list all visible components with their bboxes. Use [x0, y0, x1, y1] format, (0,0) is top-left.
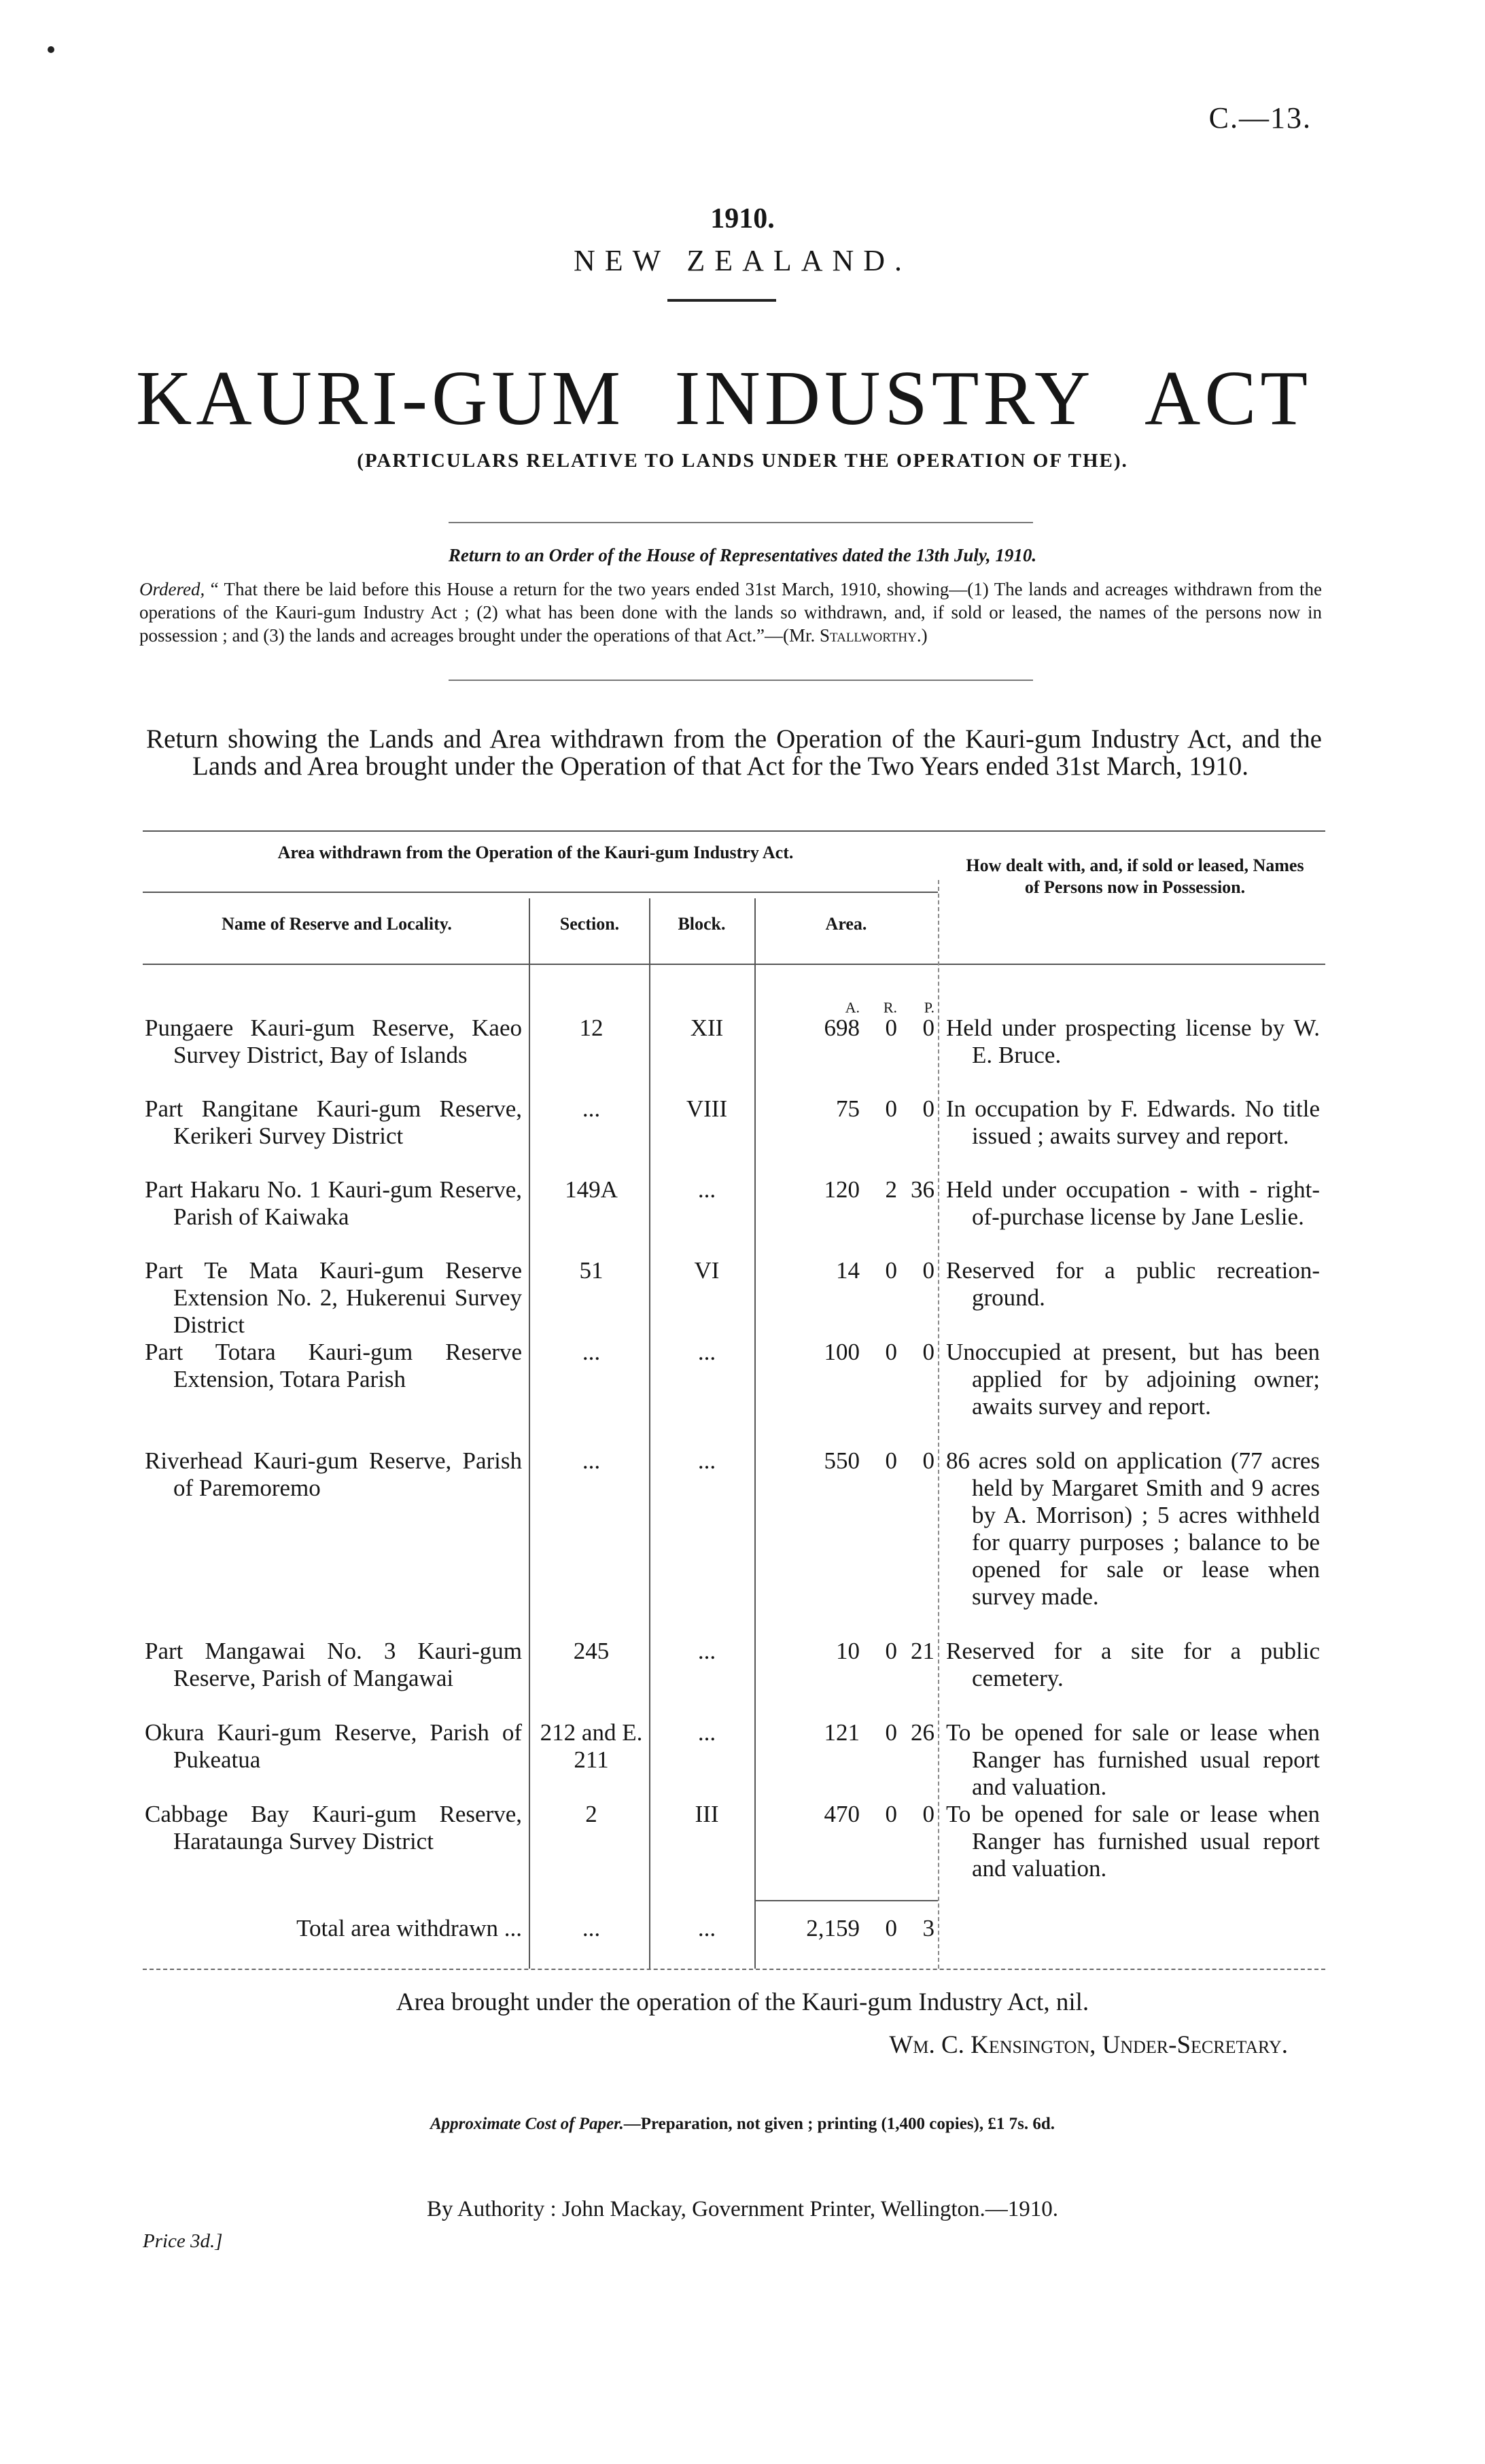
col-divider — [649, 898, 650, 1969]
section-cell: 212 and E. 211 — [540, 1719, 643, 1773]
table-group-header: Area withdrawn from the Operation of the Kauri-gum Industry Act. — [277, 843, 794, 862]
area-roods: 0 — [885, 1015, 897, 1041]
section-cell: ... — [582, 1339, 601, 1365]
how-dealt-cell — [946, 1015, 1320, 1069]
authority-line: By Authority : John Mackay, Government Printer, Wellington.—1910. — [426, 2197, 1059, 2221]
area-perches: 36 — [911, 1176, 934, 1203]
table-row — [145, 1257, 522, 1339]
area-cell — [758, 1339, 934, 1366]
unit-perches: P. — [924, 999, 934, 1016]
order-mover: Stallworthy — [820, 625, 917, 646]
how-dealt-text: To be opened for sale or lease when Ranger has furnished usual report and valuation. — [946, 1719, 1320, 1800]
area-cell — [758, 1015, 934, 1042]
area-roods: 0 — [885, 1447, 897, 1474]
order-lead: Ordered, — [139, 579, 205, 599]
margin-dot — [48, 46, 54, 53]
order-text: “ That there be laid before this House a return for the two years ended 31st March, 1910, showing—(1) The lands and acreages withdrawn from the operations of the Kauri-gum Industry Act ; (2) what has been done with the lands so withdrawn, and, if sold or leased, the names of the persons now in possession ; and (3) the lands and acreages brought under the operations of that Act.”—(Mr. — [139, 579, 1322, 646]
section-cell: 12 — [579, 1015, 604, 1041]
area-acres: 100 — [824, 1339, 860, 1365]
how-dealt-cell — [946, 1339, 1320, 1420]
how-dealt-text: Unoccupied at present, but has been applied for by adjoining owner; awaits survey and report. — [946, 1339, 1320, 1420]
table-bottom-rule — [143, 1969, 1325, 1970]
area-acres: 120 — [824, 1176, 860, 1203]
area-acres: 121 — [824, 1719, 860, 1746]
total-block: ... — [697, 1915, 716, 1941]
year: 1910. — [710, 203, 775, 234]
area-roods: 0 — [885, 1339, 897, 1365]
area-acres: 10 — [836, 1638, 860, 1664]
table-row — [145, 1447, 522, 1502]
block-cell: VI — [694, 1257, 720, 1284]
col-area-header: Area. — [825, 914, 867, 934]
area-cell — [758, 1095, 934, 1123]
block-cell: ... — [697, 1339, 716, 1365]
section-cell: 51 — [579, 1257, 604, 1284]
how-dealt-text: In occupation by F. Edwards. No title issued ; awaits survey and report. — [946, 1095, 1320, 1149]
area-acres: 698 — [824, 1015, 860, 1041]
total-section: ... — [582, 1915, 601, 1941]
area-roods: 0 — [885, 1638, 897, 1664]
area-perches: 0 — [922, 1257, 934, 1284]
section-cell: 149A — [565, 1176, 618, 1203]
cost-of-paper — [0, 2115, 1485, 2134]
total-acres: 2,159 — [806, 1915, 860, 1941]
block-cell: ... — [697, 1638, 716, 1664]
table-row — [145, 1719, 522, 1774]
section-cell: 2 — [585, 1801, 597, 1827]
how-dealt-cell — [946, 1638, 1320, 1692]
page-title — [136, 353, 1312, 443]
return-order: Return to an Order of the House of Representatives dated the 13th July, 1910. — [448, 545, 1037, 565]
section-cell: ... — [582, 1095, 601, 1122]
area-perches: 0 — [922, 1447, 934, 1474]
total-area — [758, 1915, 934, 1942]
reserve-name: Part Te Mata Kauri-gum Reserve Extension No. 2, Hukerenui Survey District — [145, 1257, 522, 1338]
how-dealt-text: Reserved for a public recreation-ground. — [946, 1257, 1320, 1311]
total-label: Total area withdrawn ... — [296, 1915, 522, 1941]
reserve-name: Okura Kauri-gum Reserve, Parish of Pukeatua — [145, 1719, 522, 1773]
col-section-header: Section. — [559, 914, 620, 934]
title-word: KAURI-GUM — [136, 355, 625, 441]
area-acres: 550 — [824, 1447, 860, 1474]
how-dealt-cell — [946, 1801, 1320, 1882]
return-heading: Return showing the Lands and Area withdrawn from the Operation of the Kauri-gum Industry Act, and the Lands and Area brought under the Operation of that Act for the Two Years ended 31st March, 1910. — [146, 724, 1322, 781]
area-perches: 26 — [911, 1719, 934, 1746]
table-row — [145, 1339, 522, 1393]
col-divider — [529, 898, 530, 1969]
unit-acres: A. — [845, 999, 860, 1016]
area-roods: 0 — [885, 1719, 897, 1746]
how-dealt-text: Reserved for a site for a public cemetery. — [946, 1638, 1320, 1691]
reserve-name: Part Rangitane Kauri-gum Reserve, Kerikeri Survey District — [145, 1095, 522, 1149]
how-dealt-text: Held under prospecting license by W. E. Bruce. — [946, 1015, 1320, 1068]
cost-lead: Approximate Cost of Paper. — [430, 2115, 624, 2133]
reserve-name: Part Totara Kauri-gum Reserve Extension, Totara Parish — [145, 1339, 522, 1392]
table-top-rule — [143, 830, 1325, 832]
area-acres: 14 — [836, 1257, 860, 1284]
document-number: C.—13. — [1208, 101, 1312, 135]
how-dealt-text: To be opened for sale or lease when Ranger has furnished usual report and valuation. — [946, 1801, 1320, 1882]
reserve-name: Part Mangawai No. 3 Kauri-gum Reserve, Parish of Mangawai — [145, 1638, 522, 1691]
table-row — [145, 1176, 522, 1231]
table-row — [145, 1095, 522, 1150]
table-row — [145, 1638, 522, 1692]
area-roods: 0 — [885, 1095, 897, 1122]
block-cell: ... — [697, 1176, 716, 1203]
section-cell: 245 — [573, 1638, 610, 1664]
area-acres: 470 — [824, 1801, 860, 1827]
how-dealt-cell — [946, 1719, 1320, 1801]
reserve-name: Pungaere Kauri-gum Reserve, Kaeo Survey District, Bay of Islands — [145, 1015, 522, 1068]
block-cell: XII — [690, 1015, 724, 1041]
area-perches: 21 — [911, 1638, 934, 1664]
block-cell: III — [695, 1801, 719, 1827]
unit-roods: R. — [883, 999, 897, 1016]
title-rule — [667, 299, 776, 302]
block-cell: ... — [697, 1719, 716, 1746]
how-dealt-text: 86 acres sold on application (77 acres held by Margaret Smith and 9 acres by A. Morrison) ; 5 acres withheld for quarry purposes ; balance to be opened for sale or lease when survey made. — [946, 1447, 1320, 1610]
area-roods: 0 — [885, 1257, 897, 1284]
table-row — [145, 1015, 522, 1069]
header-rule — [143, 892, 938, 893]
col-block-header: Block. — [678, 914, 726, 934]
area-cell — [758, 1257, 934, 1284]
how-dealt-cell — [946, 1095, 1320, 1150]
how-dealt-cell — [946, 1447, 1320, 1611]
title-word: INDUSTRY — [674, 355, 1095, 441]
how-dealt-cell — [946, 1176, 1320, 1231]
cost-text: —Preparation, not given ; printing (1,400 copies), £1 7s. 6d. — [623, 2115, 1055, 2133]
col-divider — [938, 880, 939, 1969]
divider — [449, 522, 1033, 523]
country: NEW ZEALAND. — [573, 244, 912, 277]
area-brought-note: Area brought under the operation of the Kauri-gum Industry Act, nil. — [396, 1988, 1089, 2016]
total-perches: 3 — [922, 1915, 934, 1941]
area-perches: 0 — [922, 1015, 934, 1041]
total-rule — [754, 1900, 938, 1901]
order-paragraph — [139, 578, 1322, 647]
header-bottom-rule — [143, 964, 1325, 965]
total-roods: 0 — [885, 1915, 897, 1941]
area-perches: 0 — [922, 1801, 934, 1827]
area-roods: 2 — [885, 1176, 897, 1203]
col-name-header: Name of Reserve and Locality. — [222, 914, 452, 934]
area-roods: 0 — [885, 1801, 897, 1827]
area-cell — [758, 1801, 934, 1828]
area-perches: 0 — [922, 1095, 934, 1122]
area-cell — [758, 1638, 934, 1665]
block-cell: ... — [697, 1447, 716, 1474]
area-cell — [758, 1719, 934, 1746]
area-cell — [758, 1447, 934, 1475]
reserve-name: Riverhead Kauri-gum Reserve, Parish of Paremoremo — [145, 1447, 522, 1501]
subtitle: (PARTICULARS RELATIVE TO LANDS UNDER THE OPERATION OF THE). — [357, 450, 1128, 472]
table-row — [145, 1801, 522, 1855]
area-cell — [758, 1176, 934, 1203]
order-tail: .) — [916, 625, 928, 646]
divider — [449, 680, 1033, 681]
col-how-header: How dealt with, and, if sold or leased, Names of Persons now in Possession. — [966, 856, 1304, 897]
area-acres: 75 — [836, 1095, 860, 1122]
reserve-name: Cabbage Bay Kauri-gum Reserve, Harataunga Survey District — [145, 1801, 522, 1854]
area-perches: 0 — [922, 1339, 934, 1365]
block-cell: VIII — [686, 1095, 728, 1122]
title-word: ACT — [1145, 355, 1312, 441]
price: Price 3d.] — [143, 2230, 223, 2252]
reserve-name: Part Hakaru No. 1 Kauri-gum Reserve, Parish of Kaiwaka — [145, 1176, 522, 1230]
signature: Wm. C. Kensington, Under-Secretary. — [889, 2031, 1288, 2059]
section-cell: ... — [582, 1447, 601, 1474]
how-dealt-text: Held under occupation - with - right-of-purchase license by Jane Leslie. — [946, 1176, 1320, 1230]
how-dealt-cell — [946, 1257, 1320, 1312]
